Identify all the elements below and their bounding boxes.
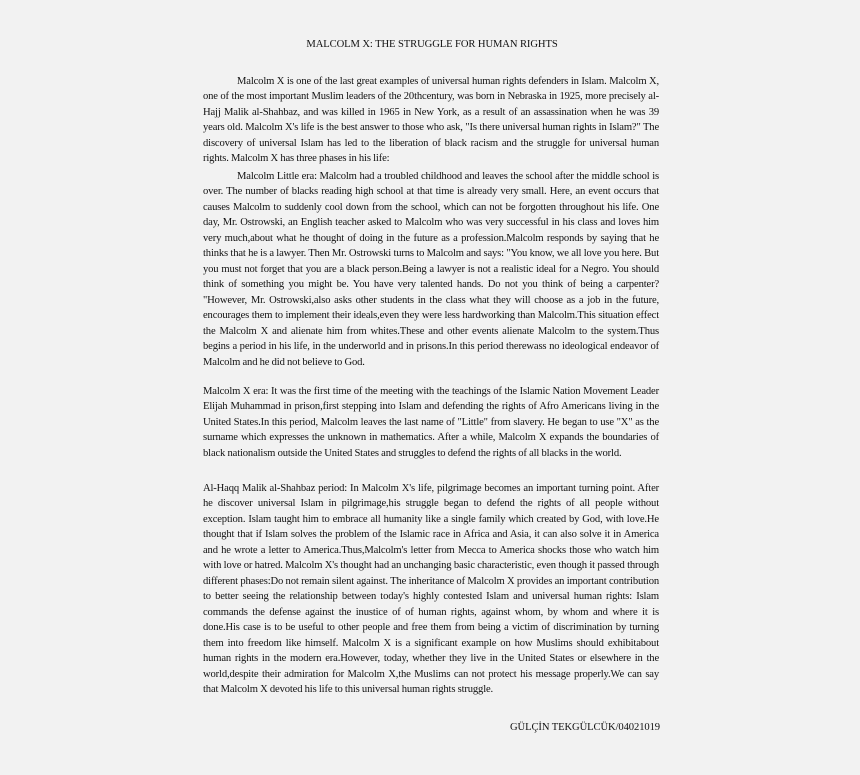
paragraph-al-haqq-period: Al-Haqq Malik al-Shahbaz period: In Malcolm X's life, pilgrimage becomes an important turning point. After he discover universal Islam in pilgrimage,his struggle began to defend the rights of all people without exception. Islam taught him to embrace all humanity like a single family which created by God, with love.He thought that if Islam solves the problem of the Islamic race in Africa and Asia, it can also solve it in America and he wrote a letter to America.Thus,Malcolm's letter from Mecca to America shocks those who watch him with love or hatred. Malcolm X's thought had an unchanging basic characteristic, even though it passed through different phases:Do not remain silent against. The inheritance of Malcolm X provides an important contribution to better seeing the relationship between today's highly contested Islam and universal human rights: Islam commands the defense against the inustice of of human rights, against whom, by whom and where it is done.His case is to be useful to other people and free them from being a victim of discrimination by turning them into freedom like himself. Malcolm X is a significant example on how Muslims should exhibitabout human rights in the modern era.However, today, whether they live in the United States or elsewhere in the world,despite their admiration for Malcolm X,the Muslims can not protect his message properly.We can say that Malcolm X devoted his life to this universal human rights struggle. — [203, 482, 659, 696]
paragraph-malcolm-little-era: Malcolm Little era: Malcolm had a troubled childhood and leaves the school after the middle school is over. The number of blacks reading high school at that time is already very small. Here, an event occurs that causes Malcolm to suddenly cool down from the school, which can not be forgotten throughout his life. One day, Mr. Ostrowski, an English teacher asked to Malcolm who was very successful in his class and loves him very much,about what he thought of doing in the future as a profession.Malcolm responds by saying that he thinks that he is a lawyer. Then Mr. Ostrowski turns to Malcolm and says: "You know, we all love you here. But you must not forget that you are a black person.Being a lawyer is not a realistic ideal for a Negro. You should think of something you might be. You have very talented hands. Do not you think of being a carpenter? "However, Mr. Ostrowski,also asks other students in the class what they will choose as a job in the future, encourages them to implement their ideals,even they were less hardworking than Malcolm.This situation effect the Malcolm X and alienate him from whites.These and other events alienate Malcolm to the system.Thus begins a period in his life, in the underworld and in prisons.In this period therewass no ideological endeavor of Malcolm and he did not believe to God. — [203, 170, 659, 368]
paragraph-intro: Malcolm X is one of the last great examples of universal human rights defenders in Islam. Malcolm X, one of the most important Muslim leaders of the 20thcentury, was born in Nebraska in 1925, more precisely al-Hajj Malik al-Shahbaz, and was killed in 1965 in New York, as a result of an assassination when he was 39 years old. Malcolm X's life is the best answer to those who ask, "Is there universal human rights in Islam?" The discovery of universal Islam has led to the liberation of black racism and the struggle for universal human rights. Malcolm X has three phases in his life: — [203, 75, 659, 165]
author-signature: GÜLÇİN TEKGÜLCÜK/04021019 — [509, 722, 660, 733]
paragraph-malcolm-x-era: Malcolm X era: It was the first time of the meeting with the teachings of the Islamic Nation Movement Leader Elijah Muhammad in prison,first stepping into Islam and defending the rights of Afro Americans living in the United States.In this period, Malcolm leaves the last name of "Little" from slavery. He began to use "X" as the surname which expresses the unknown in mathematics. After a while, Malcolm X expands the boundaries of black nationalism outside the United States and struggles to defend the rights of all blacks in the world. — [203, 385, 659, 459]
document-title: MALCOLM X: THE STRUGGLE FOR HUMAN RIGHTS — [306, 39, 558, 50]
document-page — [200, 0, 660, 775]
